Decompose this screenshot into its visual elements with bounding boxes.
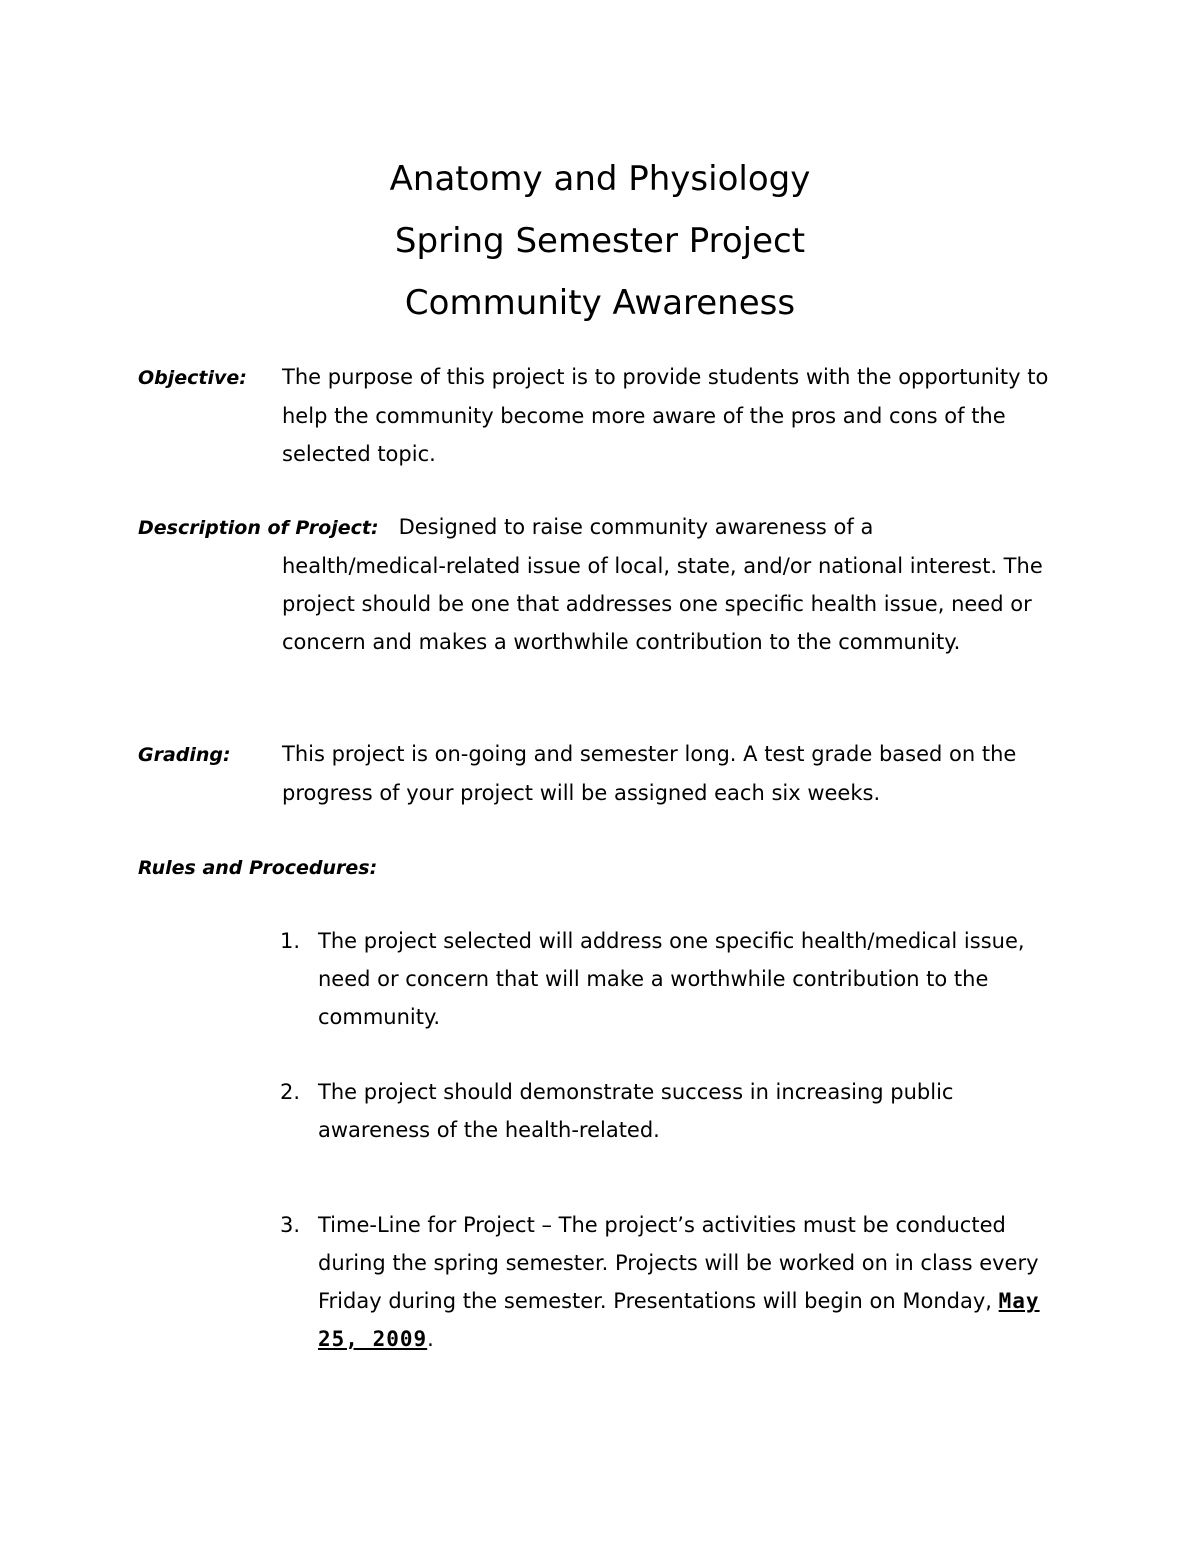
rules-label: Rules and Procedures:	[138, 857, 378, 879]
objective-text: The purpose of this project is to provide students with the opportunity to help the community become more aware of the pros and cons of the selected topic.	[282, 365, 1049, 466]
rule-end: .	[427, 1327, 434, 1351]
list-item	[280, 1206, 1070, 1358]
grading-label: Grading:	[138, 744, 231, 766]
grading-text: This project is on-going and semester long. A test grade based on the progress of your project will be assigned each six weeks.	[282, 742, 1017, 805]
presentation-date: May 25, 2009	[318, 1289, 1040, 1351]
rule-text: The project should demonstrate success in increasing public awareness of the health-related.	[318, 1080, 954, 1142]
description-text-rest: health/medical-related issue of local, state, and/or national interest. The project should be one that addresses one specific health issue, need or concern and makes a worthwhile contribution to the community.	[282, 554, 1043, 654]
title-semester-project: Spring Semester Project	[394, 221, 806, 261]
title-course: Anatomy and Physiology	[389, 159, 811, 199]
objective-section	[138, 358, 1078, 473]
rule-number: 2.	[280, 1080, 301, 1104]
list-item	[280, 1073, 1070, 1149]
description-label: Description of Project:	[138, 517, 379, 539]
title-community-awareness: Community Awareness	[404, 283, 796, 323]
description-section	[138, 508, 1078, 661]
grading-section	[138, 735, 1078, 812]
rules-section	[138, 848, 1078, 887]
rule-number: 3.	[280, 1213, 301, 1237]
objective-label: Objective:	[138, 367, 247, 389]
list-item	[280, 922, 1070, 1036]
rule-number: 1.	[280, 929, 301, 953]
description-text-first: Designed to raise community awareness of a	[398, 515, 874, 539]
title-block	[0, 148, 1200, 334]
rule-text: Time-Line for Project – The project’s activities must be conducted during the spring semester. Projects will be worked on in class every Friday during the semester. Presentations will begin on Monday,	[318, 1213, 1039, 1313]
rule-text: The project selected will address one specific health/medical issue, need or concern that will make a worthwhile contribution to the community.	[318, 929, 1025, 1029]
